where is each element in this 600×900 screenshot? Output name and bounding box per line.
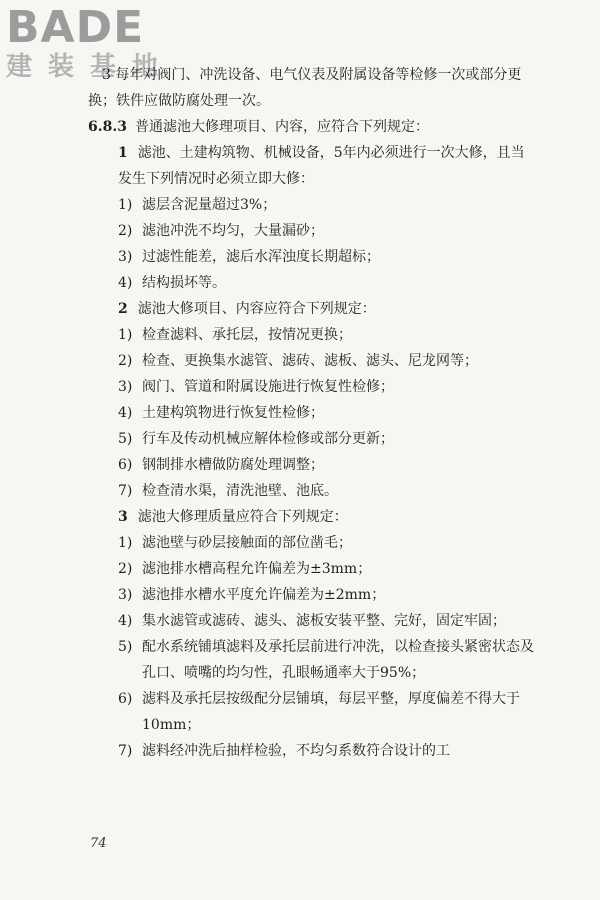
list-item-number: 3) xyxy=(118,587,133,603)
list-item xyxy=(88,400,538,426)
list-item-number: 5) xyxy=(118,639,133,655)
list-item-text: 阀门、管道和附属设施进行恢复性检修； xyxy=(142,379,394,395)
clause-number: 6.8.3 xyxy=(88,119,127,135)
list-item-text: 滤池排水槽水平度允许偏差为±2mm； xyxy=(142,587,386,603)
subclause-text: 滤池大修项目、内容应符合下列规定： xyxy=(137,301,376,317)
subclause xyxy=(88,140,538,192)
subclause-number: 3 xyxy=(118,509,128,525)
list-item-number: 7) xyxy=(118,743,133,759)
list-item xyxy=(88,322,538,348)
list-item xyxy=(88,452,538,478)
list-item-text: 滤池壁与砂层接触面的部位凿毛； xyxy=(142,535,352,551)
list-item-number: 6) xyxy=(118,691,133,707)
list-item-text: 检查滤料、承托层，按情况更换； xyxy=(142,327,352,343)
list-item-number: 1) xyxy=(118,327,133,343)
subclause xyxy=(88,296,538,322)
list-item-number: 3) xyxy=(118,379,133,395)
list-item-number: 1) xyxy=(118,197,133,213)
list-item-number: 1) xyxy=(118,535,133,551)
list-item xyxy=(88,582,538,608)
list-item xyxy=(88,218,538,244)
list-item xyxy=(88,608,538,634)
list-item-text: 检查、更换集水滤管、滤砖、滤板、滤头、尼龙网等； xyxy=(142,353,478,369)
list-item xyxy=(88,686,538,738)
logo-word: BADE xyxy=(6,2,145,53)
list-item-number: 4) xyxy=(118,275,133,291)
list-item-number: 3) xyxy=(118,249,133,265)
list-item-text: 过滤性能差，滤后水浑浊度长期超标； xyxy=(142,249,380,265)
list-item-text: 集水滤管或滤砖、滤头、滤板安装平整、完好，固定牢固； xyxy=(142,613,506,629)
list-item-text: 滤池排水槽高程允许偏差为±3mm； xyxy=(142,561,372,577)
list-item-number: 2) xyxy=(118,353,133,369)
list-item xyxy=(88,348,538,374)
list-item-number: 5) xyxy=(118,431,133,447)
list-item xyxy=(88,244,538,270)
list-item-text: 配水系统铺填滤料及承托层前进行冲洗，以检查接头紧密状态及孔口、喷嘴的均匀性，孔眼畅通率大于95%； xyxy=(142,639,534,681)
list-item xyxy=(88,192,538,218)
list-item-text: 结构损坏等。 xyxy=(142,275,226,291)
list-item-number: 7) xyxy=(118,483,133,499)
clause-heading xyxy=(88,114,538,140)
list-item xyxy=(88,634,538,686)
list-item-text: 滤池冲洗不均匀，大量漏砂； xyxy=(142,223,324,239)
clause-text: 普通滤池大修理项目、内容，应符合下列规定： xyxy=(134,119,429,135)
list-item-number: 2) xyxy=(118,223,133,239)
subclause-number: 2 xyxy=(118,301,128,317)
list-item xyxy=(88,478,538,504)
page-number: 74 xyxy=(90,836,107,851)
list-item-text: 土建构筑物进行恢复性检修； xyxy=(142,405,324,421)
document-body xyxy=(88,62,538,764)
list-item-number: 6) xyxy=(118,457,133,473)
logo-subtitle: 建装基地 xyxy=(6,52,175,82)
subclause-text: 滤池大修理质量应符合下列规定： xyxy=(137,509,348,525)
list-item xyxy=(88,738,538,764)
subclause xyxy=(88,504,538,530)
list-item-text: 滤层含泥量超过3%； xyxy=(142,197,277,213)
list-item-text: 钢制排水槽做防腐处理调整； xyxy=(142,457,324,473)
list-item xyxy=(88,556,538,582)
subclause-number: 1 xyxy=(118,145,128,161)
subclause-text: 滤池、土建构筑物、机械设备，5年内必须进行一次大修，且当发生下列情况时必须立即大修： xyxy=(118,145,525,187)
list-item xyxy=(88,374,538,400)
list-item-number: 4) xyxy=(118,405,133,421)
continued-paragraph: 3 每年对阀门、冲洗设备、电气仪表及附属设备等检修一次或部分更换；铁件应做防腐处理一次。 xyxy=(88,67,522,109)
list-item-text: 滤料经冲洗后抽样检验，不均匀系数符合设计的工 xyxy=(142,743,450,759)
list-item-number: 4) xyxy=(118,613,133,629)
list-item-text: 检查清水渠，清洗池壁、池底。 xyxy=(142,483,338,499)
list-item xyxy=(88,426,538,452)
list-item-text: 滤料及承托层按级配分层铺填，每层平整，厚度偏差不得大于10mm； xyxy=(142,691,520,733)
list-item-text: 行车及传动机械应解体检修或部分更新； xyxy=(142,431,394,447)
list-item xyxy=(88,530,538,556)
list-item xyxy=(88,270,538,296)
list-item-number: 2) xyxy=(118,561,133,577)
